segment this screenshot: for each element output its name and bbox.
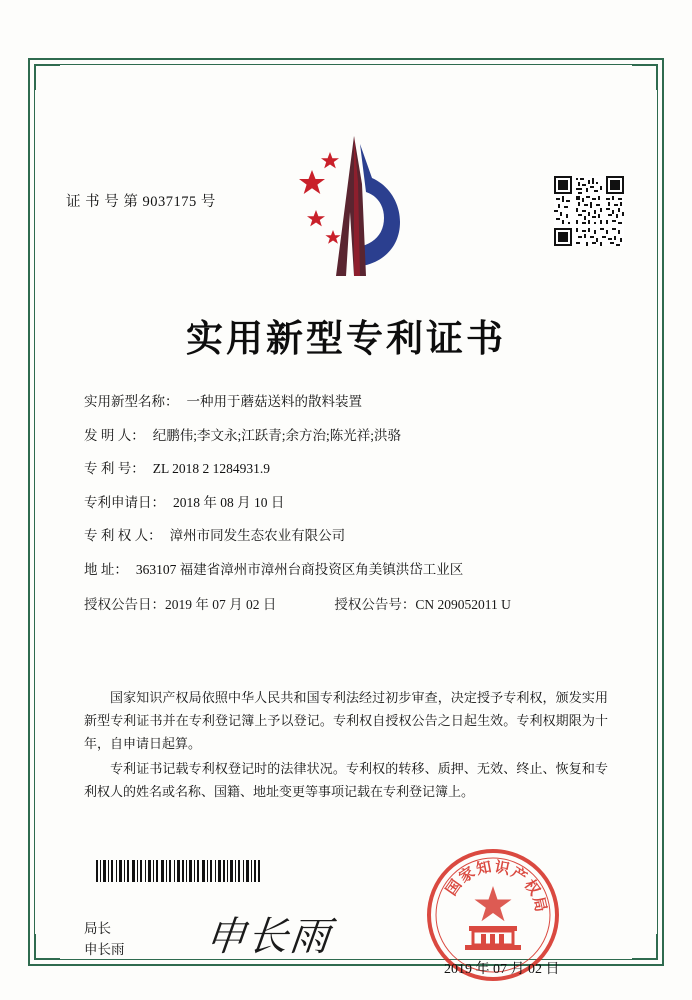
- corner-ornament-top-left: [34, 64, 60, 90]
- corner-ornament-bottom-right: [632, 934, 658, 960]
- director-role-label: 局长: [84, 921, 111, 936]
- grant-number-label: 授权公告号：: [334, 597, 416, 612]
- corner-ornament-bottom-left: [34, 934, 60, 960]
- field-value: ZL 2018 2 1284931.9: [152, 461, 270, 476]
- svg-text:权: 权: [520, 876, 544, 899]
- field-inventors: [84, 426, 624, 446]
- grant-number-value: CN 209052011 U: [415, 597, 511, 612]
- field-label: 发 明 人：: [84, 427, 145, 443]
- svg-text:产: 产: [507, 863, 531, 887]
- legal-paragraph: 专利证书记载专利权登记时的法律状况。专利权的转移、质押、无效、终止、恢复和专利权人的姓名或名称、国籍、地址变更等事项记载在专利登记簿上。: [84, 761, 608, 799]
- field-utility-model-name: [84, 392, 624, 412]
- svg-text:国: 国: [442, 876, 466, 899]
- svg-text:知: 知: [474, 857, 493, 879]
- grant-date-label: 授权公告日：: [84, 597, 165, 612]
- legal-paragraph: 国家知识产权局依照中华人民共和国专利法经过初步审查，决定授予专利权，颁发实用新型专利证书并在专利登记簿上予以登记。专利权自授权公告之日起生效。专利权期限为十年，自申请日起算。: [84, 690, 608, 751]
- field-value: 363107 福建省漳州市漳州台商投资区角美镇洪岱工业区: [135, 561, 464, 577]
- certificate-fields: [84, 392, 624, 627]
- legal-text: [84, 686, 608, 805]
- field-value: 漳州市同发生态农业有限公司: [169, 528, 346, 543]
- signature-block: [84, 918, 125, 960]
- field-value: 一种用于蘑菇送料的散料装置: [186, 394, 362, 409]
- field-label: 专 利 号：: [84, 461, 145, 476]
- page-title: 实用新型专利证书: [186, 316, 506, 360]
- field-application-date: [84, 493, 624, 513]
- field-value: 2018 年 08 月 10 日: [173, 494, 285, 510]
- cnipa-emblem-icon: [288, 126, 418, 286]
- field-address: [84, 560, 624, 580]
- qr-code-icon: [554, 176, 624, 246]
- svg-text:家: 家: [455, 863, 479, 887]
- field-label: 专 利 权 人：: [84, 528, 162, 543]
- field-patentee: [84, 526, 624, 546]
- certificate-number: 证 书 号 第 9037175 号: [66, 194, 216, 210]
- field-label: 地 址：: [84, 561, 128, 577]
- field-label: 实用新型名称：: [84, 394, 179, 409]
- field-label: 专利申请日：: [84, 494, 165, 510]
- issue-date: 2019 年 07 月 02 日: [444, 962, 560, 977]
- director-name-label: 申长雨: [84, 942, 125, 957]
- handwritten-signature: 申长雨: [203, 914, 335, 960]
- field-patent-number: [84, 459, 624, 479]
- grant-date-value: 2019 年 07 月 02 日: [165, 597, 277, 612]
- field-grant-row: [84, 593, 624, 613]
- svg-text:局: 局: [529, 894, 551, 914]
- barcode-icon: [96, 860, 260, 882]
- svg-text:识: 识: [493, 857, 512, 879]
- corner-ornament-top-right: [632, 64, 658, 90]
- field-value: 纪鹏伟;李文永;江跃青;余方治;陈光祥;洪骆: [152, 427, 402, 443]
